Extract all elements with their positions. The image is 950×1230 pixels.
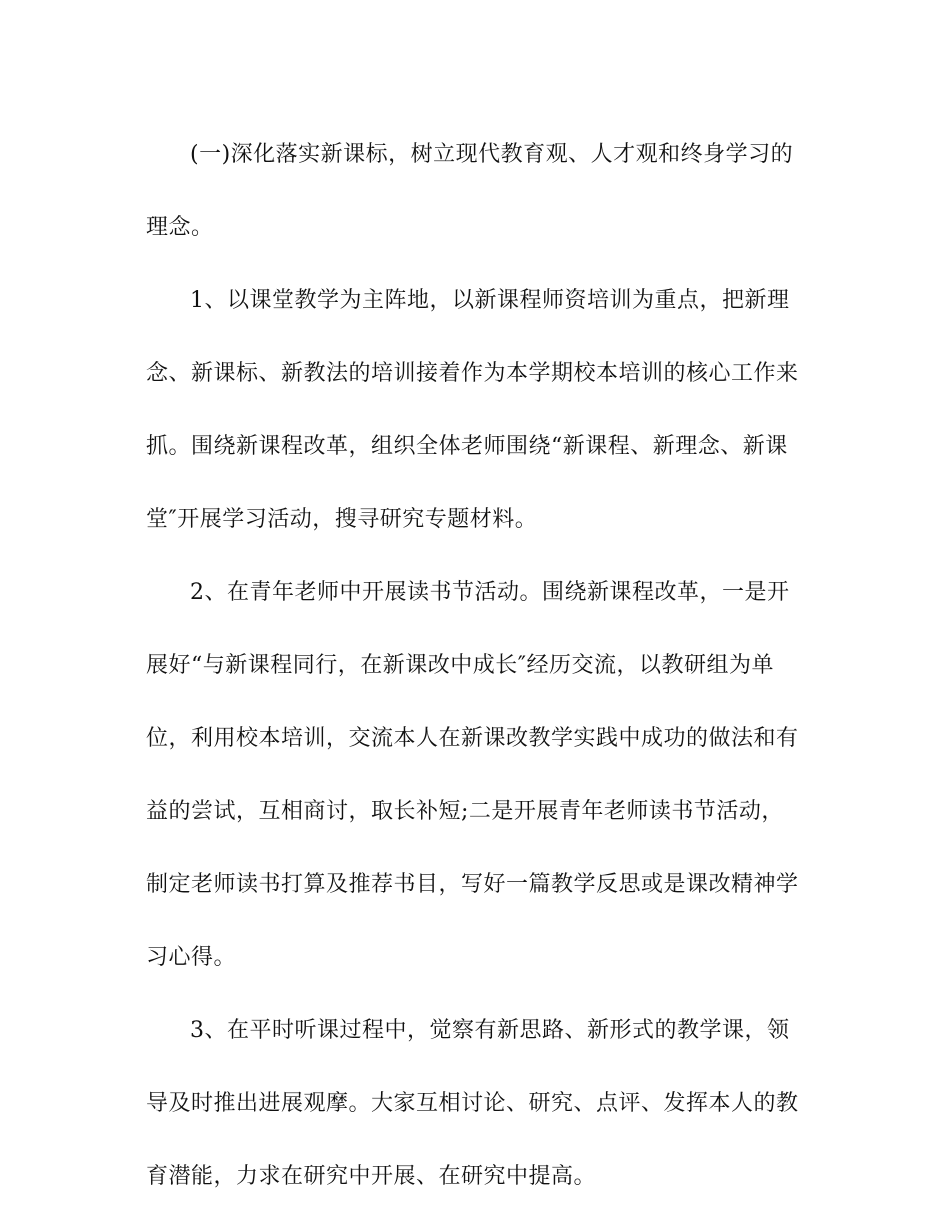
paragraph-item-2: 2、在青年老师中开展读书节活动。围绕新课程改革，一是开展好“与新课程同行，在新课改中成长″经历交流，以教研组为单位，利用校本培训，交流本人在新课改教学实践中成功的做法和有益的尝试，互相商讨，取长补短;二是开展青年老师读书节活动，制定老师读书打算及推荐书目，写好一篇教学反思或是课改精神学习心得。	[146, 580, 799, 970]
paragraph-item-1: 1、以课堂教学为主阵地，以新课程师资培训为重点，把新理念、新课标、新教法的培训接着作为本学期校本培训的核心工作来抓。围绕新课程改革，组织全体老师围绕“新课程、新理念、新课堂″开展学习活动，搜寻研究专题材料。	[146, 288, 799, 532]
section-heading-paragraph: (一)深化落实新课标，树立现代教育观、人才观和终身学习的理念。	[146, 142, 794, 240]
document-body	[146, 118, 806, 1213]
paragraph-item-3: 3、在平时听课过程中，觉察有新思路、新形式的教学课，领导及时推出进展观摩。大家互相讨论、研究、点评、发挥本人的教育潜能，力求在研究中开展、在研究中提高。	[146, 1018, 799, 1189]
